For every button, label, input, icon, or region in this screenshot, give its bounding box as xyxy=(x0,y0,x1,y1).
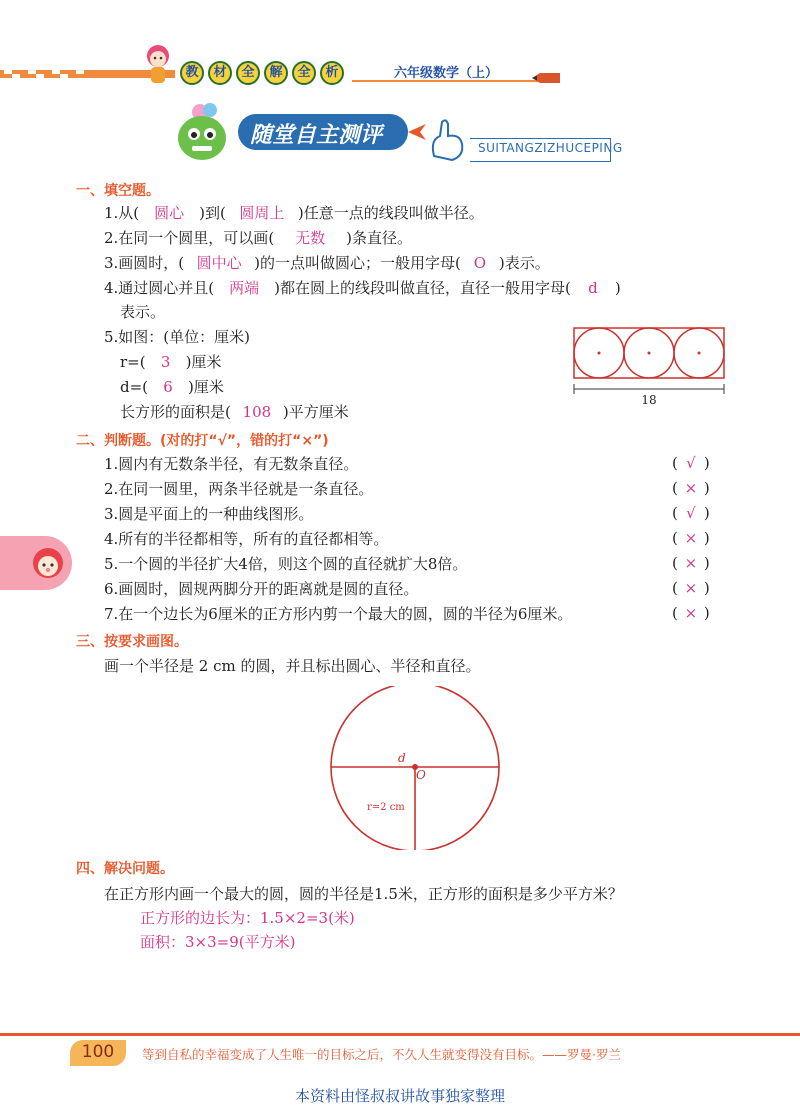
judge-mark-1: ( √ ) xyxy=(672,454,710,472)
q4-answer-2: d xyxy=(588,279,598,297)
q3-text-b: )的一点叫做圆心；一般用字母( xyxy=(254,254,461,272)
problem-answer-1: 正方形的边长为：1.5×2=3(米) xyxy=(140,909,355,927)
fill-question-2 xyxy=(104,228,412,248)
q5-d-text-b: )厘米 xyxy=(188,378,224,396)
footer-credit: 本资料由怪叔叔讲故事独家整理 xyxy=(294,1087,505,1105)
judge-mark-4: ( × ) xyxy=(672,529,710,547)
header-char-5: 全 xyxy=(292,61,316,85)
fill-question-3 xyxy=(104,253,550,273)
header-char-1: 教 xyxy=(180,61,204,85)
judge-answer-7: × xyxy=(684,604,698,622)
judge-item-1: 1.圆内有无数条半径，有无数条直径。 xyxy=(104,455,359,473)
q5-radius-line xyxy=(120,352,221,372)
q5-area-text-a: 长方形的面积是( xyxy=(120,403,231,421)
judge-item-3: 3.圆是平面上的一种曲线图形。 xyxy=(104,505,314,523)
rectangle-three-circles-figure xyxy=(568,325,730,409)
section3-heading: 三、按要求画图。 xyxy=(76,634,188,650)
judge-answer-4: × xyxy=(684,529,698,547)
banner xyxy=(170,100,630,166)
header-char-2: 材 xyxy=(208,61,232,85)
side-mascot-icon xyxy=(30,544,66,582)
judge-item-2: 2.在同一圆里，两条半径就是一条直径。 xyxy=(104,480,374,498)
q3-text-a: 3.画圆时，( xyxy=(104,254,185,272)
q1-text-c: )任意一点的线段叫做半径。 xyxy=(297,204,484,222)
q5-area-answer: 108 xyxy=(242,403,272,421)
monster-mascot-icon xyxy=(170,100,240,166)
q1-text-b: )到( xyxy=(199,204,226,222)
header-char-3: 全 xyxy=(236,61,260,85)
judge-item-6: 6.画圆时，圆规两脚分开的距离就是圆的直径。 xyxy=(104,580,419,598)
q5-r-text-a: r=( xyxy=(120,353,146,371)
judge-mark-2: ( × ) xyxy=(672,479,710,497)
judge-mark-5: ( × ) xyxy=(672,554,710,572)
q3-text-c: )表示。 xyxy=(498,254,550,272)
banner-title: 随堂自主测评 xyxy=(250,123,383,148)
header-char-4: 解 xyxy=(264,61,288,85)
q2-text-b: )条直径。 xyxy=(346,229,413,247)
q5-area-text-b: )平方厘米 xyxy=(282,403,349,421)
fill-question-4 xyxy=(104,278,621,298)
footer-line xyxy=(0,1033,800,1036)
q5-heading: 5.如图：(单位：厘米) xyxy=(104,328,251,346)
q4-answer-1: 两端 xyxy=(229,279,260,297)
q4-text-a: 4.通过圆心并且( xyxy=(104,279,215,297)
pointing-hand-icon xyxy=(426,116,472,164)
judge-answer-1: √ xyxy=(686,454,696,472)
page-number: 100 xyxy=(81,1042,115,1062)
pencil-icon xyxy=(532,69,560,81)
q5-d-answer: 6 xyxy=(163,378,173,396)
figure-dimension-label: 18 xyxy=(641,393,657,407)
q5-diameter-line xyxy=(120,377,224,397)
q5-r-answer: 3 xyxy=(160,353,171,371)
judge-mark-6: ( × ) xyxy=(672,579,710,597)
judge-item-7: 7.在一个边长为6厘米的正方形内剪一个最大的圆，圆的半径为6厘米。 xyxy=(104,605,573,623)
judge-answer-5: × xyxy=(684,554,698,572)
judge-item-4: 4.所有的半径都相等，所有的直径都相等。 xyxy=(104,530,389,548)
header-char-6: 析 xyxy=(320,61,344,85)
grade-label: 六年级数学（上） xyxy=(394,66,499,81)
drawing-prompt: 画一个半径是 2 cm 的圆，并且标出圆心、半径和直径。 xyxy=(104,657,481,675)
section2-heading: 二、判断题。(对的打“√”，错的打“×”) xyxy=(76,433,329,449)
judge-item-5: 5.一个圆的半径扩大4倍，则这个圆的直径就扩大8倍。 xyxy=(104,555,468,573)
section4-heading: 四、解决问题。 xyxy=(76,861,174,877)
judge-mark-7: ( × ) xyxy=(672,604,710,622)
q3-answer-1: 圆中心 xyxy=(196,254,242,272)
mascot-girl-icon xyxy=(140,42,176,88)
q5-r-text-b: )厘米 xyxy=(185,353,222,371)
q4-text-d: 表示。 xyxy=(120,303,166,321)
problem-answer-2: 面积：3×3=9(平方米) xyxy=(140,933,296,951)
radius-label: r=2 cm xyxy=(367,802,405,813)
q4-text-c: ) xyxy=(614,279,621,297)
judge-answer-6: × xyxy=(684,579,698,597)
section1-heading: 一、填空题。 xyxy=(76,183,160,199)
q1-answer-1: 圆心 xyxy=(154,204,185,222)
judge-answer-2: × xyxy=(684,479,698,497)
q3-answer-2: O xyxy=(473,254,487,272)
problem-question: 在正方形内画一个最大的圆，圆的半径是1.5米，正方形的面积是多少平方米？ xyxy=(104,885,623,903)
diameter-label: d xyxy=(398,751,406,765)
fill-question-1 xyxy=(104,203,484,223)
center-label: O xyxy=(416,768,426,782)
q1-answer-2: 圆周上 xyxy=(239,204,285,222)
judge-answer-3: √ xyxy=(686,504,696,522)
q4-text-b: )都在圆上的线段叫做直径，直径一般用字母( xyxy=(274,279,571,297)
q2-answer: 无数 xyxy=(295,229,326,247)
footer-quote: 等到自私的幸福变成了人生唯一的目标之后，不久人生就变得没有目标。——罗曼·罗兰 xyxy=(142,1047,621,1062)
q5-area-line xyxy=(120,402,349,422)
q2-text-a: 2.在同一个圆里，可以画( xyxy=(104,229,275,247)
banner-pinyin: SUITANGZIZHUCEPING xyxy=(478,141,623,155)
judge-mark-3: ( √ ) xyxy=(672,504,710,522)
circle-drawing xyxy=(320,686,510,850)
q1-text-a: 1.从( xyxy=(104,204,140,222)
q5-d-text-a: d=( xyxy=(120,378,149,396)
